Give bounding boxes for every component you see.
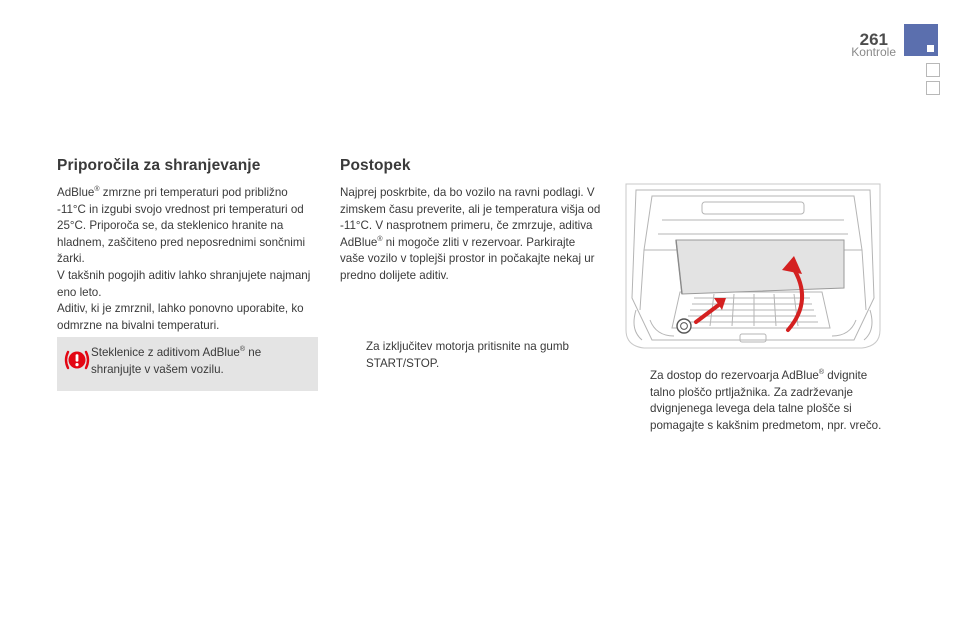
warning-text: Steklenice z aditivom AdBlue® ne shranjujte v vašem vozilu. — [91, 346, 262, 376]
storage-paragraph-2: V takšnih pogojih aditiv lahko shranjujete najmanj eno leto. — [57, 268, 311, 299]
trunk-illustration — [622, 180, 884, 352]
storage-heading: Priporočila za shranjevanje — [57, 157, 261, 174]
warning-icon — [64, 349, 90, 371]
procedure-heading: Postopek — [340, 157, 411, 174]
procedure-section — [340, 157, 602, 285]
storage-paragraph-1: AdBlue® zmrzne pri temperaturi pod približno -11°C in izgubi svojo vrednost pri temperaturi od 25°C. Priporoča se, da steklenico hranite na hladnem, zaščiteno pred neposrednimi sončnimi žarki. — [57, 186, 306, 266]
chapter-tab[interactable] — [926, 63, 940, 77]
warning-box — [57, 337, 318, 391]
page-number: 261 — [859, 30, 888, 49]
storage-section — [57, 157, 319, 334]
procedure-step-1 — [340, 339, 602, 379]
storage-paragraph-3: Aditiv, ki je zmrznil, lahko ponovno uporabite, ko odmrzne na bivalni temperaturi. — [57, 302, 304, 332]
chapter-tab[interactable] — [926, 81, 940, 95]
step-2-text: Za dostop do rezervoarja AdBlue® dvignite talno ploščo prtljažnika. Za zadrževanje dvignjenega levega dela talne plošče si pomagajte s kakšnim predmetom, npr. vrečo. — [650, 369, 882, 432]
section-title: Kontrole — [851, 45, 896, 59]
chapter-tab-active[interactable] — [904, 24, 938, 56]
tab-marker-icon — [927, 45, 934, 52]
procedure-step-2 — [624, 368, 886, 452]
step-1-text: Za izključitev motorja pritisnite na gumb START/STOP. — [366, 340, 569, 370]
procedure-intro: Najprej poskrbite, da bo vozilo na ravni podlagi. V zimskem času preverite, ali je temperatura višja od -11°C. V nasprotnem primeru, če zmrzuje, aditiva AdBlue® ni mogoče zliti v rezervoar. Parkirajte vaše vozilo v toplejši prostor in počakajte nekaj ur predno dolijete aditiv. — [340, 186, 601, 282]
